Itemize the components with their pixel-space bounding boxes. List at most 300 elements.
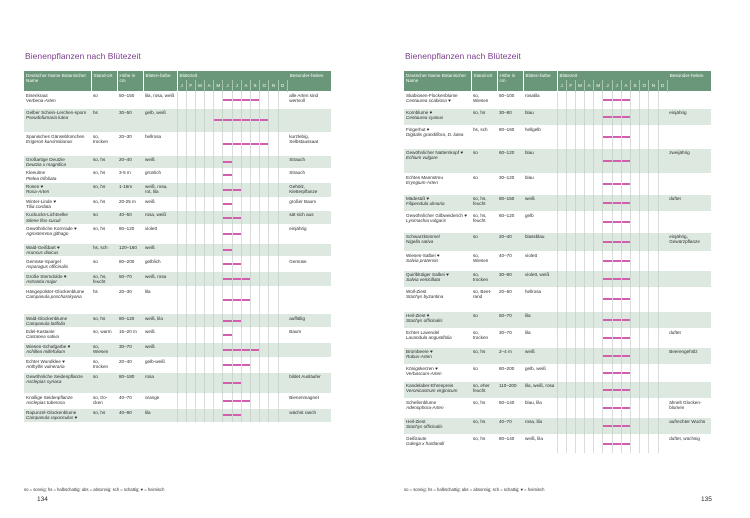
header-bloom: Blütezeit: [177, 71, 287, 80]
month-cell: [186, 224, 195, 243]
height-cell: 50–150: [117, 91, 143, 108]
bloom-bar: [233, 233, 241, 235]
month-cell: [631, 148, 640, 173]
month-cell: [195, 327, 204, 342]
month-cell: [205, 108, 214, 132]
height-cell: 30–70: [117, 342, 143, 357]
month-cell: [566, 417, 575, 434]
height-cell: 80–180: [117, 372, 143, 393]
month-cell: [585, 270, 594, 287]
month-cell: [649, 125, 658, 148]
month-cell: [205, 408, 214, 421]
bloom-bar: [223, 364, 231, 366]
special-cell: [667, 91, 711, 108]
month-cell: [195, 287, 204, 314]
plant-botanical-name: Stachys officinalis: [406, 317, 443, 323]
month-cell: [640, 381, 649, 398]
color-cell: violett: [143, 224, 177, 243]
month-label: J: [603, 80, 612, 91]
month-cell: [612, 270, 621, 287]
month-cell: [612, 328, 621, 347]
table-row: [24, 211, 331, 225]
month-label: M: [214, 80, 223, 91]
month-cell: [658, 311, 667, 328]
month-cell: [195, 169, 204, 183]
month-cell: [575, 211, 584, 232]
month-cell: [214, 314, 223, 328]
site-cell: so, hs: [91, 182, 117, 197]
month-cell: [195, 372, 204, 393]
month-cell: [177, 257, 186, 272]
month-cell: [621, 211, 630, 232]
plant-name: Echter Wundklee ♥: [26, 359, 65, 365]
month-cell: [186, 272, 195, 287]
month-cell: [658, 364, 667, 381]
month-cell: [575, 434, 584, 453]
special-cell: Strauch: [287, 169, 331, 183]
month-cell: [195, 91, 204, 108]
month-cell: [241, 257, 250, 272]
table-row: [404, 398, 711, 417]
month-label: A: [241, 80, 250, 91]
month-cell: [658, 417, 667, 434]
bloom-bar: [622, 202, 630, 204]
bloom-bar: [242, 364, 250, 366]
bloom-bar: [603, 221, 611, 223]
month-cell: [223, 408, 232, 421]
bloom-bar: [223, 414, 231, 416]
month-cell: [251, 287, 260, 314]
month-cell: [260, 357, 269, 372]
month-label: J: [223, 80, 232, 91]
month-cell: [594, 211, 603, 232]
month-cell: [241, 155, 250, 169]
month-cell: [566, 108, 575, 125]
color-cell: rosa, weiß: [143, 211, 177, 225]
site-cell: hs: [91, 287, 117, 314]
month-cell: [177, 108, 186, 132]
bloom-bar: [622, 372, 630, 374]
month-cell: [205, 257, 214, 272]
special-cell: [287, 108, 331, 132]
month-cell: [214, 408, 223, 421]
bloom-bar: [622, 407, 630, 409]
month-cell: [557, 270, 566, 287]
table-row: [24, 224, 331, 243]
bloom-bar: [603, 407, 611, 409]
bloom-bar: [223, 263, 231, 265]
month-cell: [612, 417, 621, 434]
color-cell: gelb-weiß: [143, 357, 177, 372]
month-label: M: [195, 80, 204, 91]
month-cell: [631, 381, 640, 398]
month-label: O: [260, 80, 269, 91]
height-cell: 60–120: [497, 211, 523, 232]
plant-name: Kornblume ♥: [406, 109, 433, 115]
month-cell: [575, 125, 584, 148]
table-row: [404, 328, 711, 347]
bloom-bar: [603, 443, 611, 445]
bloom-bar: [622, 136, 630, 138]
month-cell: [594, 398, 603, 417]
month-cell: [621, 398, 630, 417]
header-name: Deutscher Name Botanischer Name: [24, 71, 91, 91]
month-cell: [269, 211, 278, 225]
month-cell: [177, 155, 186, 169]
month-cell: [241, 314, 250, 328]
month-cell: [631, 232, 640, 251]
month-cell: [177, 357, 186, 372]
bloom-bar: [613, 319, 621, 321]
plant-name-cell: [24, 393, 91, 408]
month-cell: [241, 224, 250, 243]
month-cell: [594, 91, 603, 108]
plant-name-cell: [24, 91, 91, 108]
month-cell: [177, 243, 186, 257]
month-cell: [566, 125, 575, 148]
month-cell: [241, 197, 250, 211]
special-cell: sät sich aus: [287, 211, 331, 225]
site-cell: so, hs: [91, 155, 117, 169]
special-cell: [667, 211, 711, 232]
plant-name-cell: [404, 148, 471, 173]
month-cell: [658, 194, 667, 211]
plant-name-cell: [404, 194, 471, 211]
plant-botanical-name: Agrostemma githago: [26, 231, 69, 237]
bloom-bar: [223, 249, 231, 251]
month-cell: [585, 417, 594, 434]
month-cell: [640, 211, 649, 232]
height-cell: 20–30: [117, 132, 143, 155]
page-title: Bienenpflanzen nach Blütezeit: [25, 51, 141, 61]
month-cell: [223, 314, 232, 328]
bloom-bar: [603, 425, 611, 427]
plant-botanical-name: Centaurea cyanus: [406, 114, 444, 120]
month-cell: [223, 182, 232, 197]
month-cell: [640, 173, 649, 194]
month-cell: [621, 364, 630, 381]
bloom-bar: [233, 189, 241, 191]
height-cell: 60–120: [497, 148, 523, 173]
month-cell: [269, 393, 278, 408]
month-cell: [177, 169, 186, 183]
month-cell: [594, 148, 603, 173]
special-cell: auffällig: [287, 314, 331, 328]
month-cell: [186, 327, 195, 342]
month-cell: [603, 108, 612, 125]
month-cell: [241, 132, 250, 155]
site-cell: so: [471, 311, 497, 328]
month-cell: [232, 155, 241, 169]
table-row: [404, 148, 711, 173]
plant-name: Spanisches Gänseblümchen: [26, 133, 85, 139]
month-cell: [205, 243, 214, 257]
month-cell: [195, 155, 204, 169]
bloom-bar: [223, 203, 231, 205]
month-cell: [241, 342, 250, 357]
color-cell: hellgelb: [523, 125, 557, 148]
month-cell: [251, 357, 260, 372]
month-cell: [585, 194, 594, 211]
bloom-bar: [223, 400, 231, 402]
month-cell: [260, 243, 269, 257]
month-cell: [640, 311, 649, 328]
bloom-bar: [613, 425, 621, 427]
month-cell: [186, 169, 195, 183]
month-cell: [603, 328, 612, 347]
month-cell: [278, 224, 287, 243]
bloom-bar: [603, 241, 611, 243]
month-cell: [575, 347, 584, 364]
month-cell: [594, 108, 603, 125]
month-cell: [186, 132, 195, 155]
header-color: Blüten-farbe: [143, 71, 177, 91]
month-cell: [223, 243, 232, 257]
month-cell: [557, 173, 566, 194]
month-cell: [223, 169, 232, 183]
plant-name-cell: [404, 173, 471, 194]
plant-botanical-name: Lysimachia vulgaris: [406, 217, 447, 223]
color-cell: lila, weiß, rosa: [523, 381, 557, 398]
month-cell: [612, 434, 621, 453]
month-cell: [566, 434, 575, 453]
month-cell: [649, 148, 658, 173]
plant-name: Quirlblütiger Salbei ♥: [406, 271, 449, 277]
table-header: [404, 71, 711, 80]
month-cell: [649, 311, 658, 328]
month-cell: [232, 272, 241, 287]
site-cell: so: [91, 372, 117, 393]
month-cell: [612, 148, 621, 173]
bloom-bar: [233, 263, 241, 265]
month-cell: [649, 398, 658, 417]
table-row: [24, 372, 331, 393]
month-cell: [585, 347, 594, 364]
plant-name-cell: [404, 381, 471, 398]
month-cell: [621, 232, 630, 251]
bloom-bar: [603, 136, 611, 138]
plant-name: Echtes Mannstreu: [406, 174, 444, 180]
bloom-bar: [242, 143, 250, 145]
bloom-bar: [251, 99, 259, 101]
site-cell: hs, sch: [91, 243, 117, 257]
month-cell: [251, 327, 260, 342]
plant-name: Fingerhut ♥: [406, 126, 430, 132]
month-cell: [658, 173, 667, 194]
month-cell: [603, 270, 612, 287]
month-cell: [640, 232, 649, 251]
month-label: F: [186, 80, 195, 91]
month-cell: [269, 224, 278, 243]
month-cell: [649, 364, 658, 381]
month-cell: [205, 327, 214, 342]
month-cell: [195, 211, 204, 225]
plant-botanical-name: Adenophora-Arten: [406, 404, 444, 410]
special-cell: [287, 272, 331, 287]
month-cell: [612, 347, 621, 364]
month-cell: [658, 434, 667, 453]
month-cell: [195, 272, 204, 287]
month-cell: [566, 232, 575, 251]
month-cell: [658, 91, 667, 108]
month-cell: [649, 232, 658, 251]
month-cell: [177, 182, 186, 197]
month-cell: [612, 173, 621, 194]
special-cell: zweijährig: [667, 148, 711, 173]
month-cell: [232, 257, 241, 272]
month-cell: [594, 311, 603, 328]
table-row: [404, 91, 711, 108]
month-cell: [241, 91, 250, 108]
bloom-bar: [242, 278, 250, 280]
month-cell: [585, 125, 594, 148]
color-cell: hellrosa: [523, 287, 557, 311]
month-label: N: [649, 80, 658, 91]
color-cell: weiß: [143, 197, 177, 211]
month-cell: [177, 211, 186, 225]
table-row: [404, 125, 711, 148]
bloom-bar: [223, 299, 231, 301]
month-cell: [260, 197, 269, 211]
month-cell: [640, 328, 649, 347]
site-cell: so, hs: [471, 434, 497, 453]
month-cell: [195, 257, 204, 272]
bloom-bar: [622, 298, 630, 300]
color-cell: gelb, weiß: [523, 364, 557, 381]
month-cell: [195, 393, 204, 408]
site-cell: so, tro-cken: [91, 393, 117, 408]
height-cell: 20–40: [117, 155, 143, 169]
bloom-bar: [223, 334, 231, 336]
bloom-bar: [622, 319, 630, 321]
table-row: [404, 434, 711, 453]
month-cell: [649, 211, 658, 232]
month-cell: [631, 194, 640, 211]
month-cell: [260, 372, 269, 393]
month-cell: [658, 108, 667, 125]
plant-name: Wiesen-Salbei ♥: [406, 252, 440, 258]
month-cell: [603, 148, 612, 173]
month-cell: [566, 91, 575, 108]
month-cell: [575, 148, 584, 173]
month-cell: [186, 155, 195, 169]
plant-table: [24, 71, 331, 422]
month-cell: [640, 398, 649, 417]
month-cell: [278, 211, 287, 225]
month-cell: [260, 314, 269, 328]
month-cell: [278, 169, 287, 183]
table-row: [24, 108, 331, 132]
plant-botanical-name: Veronicastrum virginicum: [406, 387, 458, 393]
month-cell: [566, 381, 575, 398]
month-cell: [177, 342, 186, 357]
month-cell: [594, 270, 603, 287]
bloom-bar: [223, 99, 231, 101]
height-cell: 20–40: [117, 357, 143, 372]
color-cell: grünlich: [143, 169, 177, 183]
height-cell: 50–70: [497, 311, 523, 328]
month-cell: [260, 132, 269, 155]
month-cell: [195, 182, 204, 197]
month-cell: [612, 232, 621, 251]
plant-name: Rapunzel-Glockenblume: [26, 410, 77, 416]
month-cell: [575, 364, 584, 381]
month-cell: [575, 270, 584, 287]
bloom-bar: [233, 400, 241, 402]
site-cell: so, trocken: [471, 328, 497, 347]
month-label: A: [585, 80, 594, 91]
month-cell: [278, 197, 287, 211]
month-cell: [269, 108, 278, 132]
color-cell: weiß: [143, 243, 177, 257]
month-cell: [223, 342, 232, 357]
bloom-bar: [223, 189, 231, 191]
month-cell: [186, 108, 195, 132]
color-cell: weiß: [523, 194, 557, 211]
month-label: O: [640, 80, 649, 91]
month-cell: [557, 211, 566, 232]
month-cell: [251, 372, 260, 393]
table-row: [24, 272, 331, 287]
table-row: [24, 257, 331, 272]
month-cell: [232, 342, 241, 357]
month-cell: [585, 251, 594, 270]
month-cell: [260, 408, 269, 421]
month-cell: [612, 311, 621, 328]
site-cell: so, hs, feucht: [91, 272, 117, 287]
plant-name: Brombeere ♥: [406, 348, 433, 354]
plant-name: Gelber Schein-Lerchen-sporn: [26, 109, 87, 115]
plant-botanical-name: Echium vulgare: [406, 154, 438, 160]
month-cell: [640, 148, 649, 173]
month-cell: [658, 398, 667, 417]
month-cell: [575, 194, 584, 211]
plant-botanical-name: Aruncus dioicus: [26, 250, 59, 256]
month-cell: [566, 287, 575, 311]
plant-botanical-name: Verbena-Arten: [26, 97, 56, 103]
table-row: [404, 173, 711, 194]
plant-botanical-name: Galega x hartlandii: [406, 440, 445, 446]
month-cell: [260, 287, 269, 314]
month-cell: [566, 211, 575, 232]
header-color: Blüten-farbe: [523, 71, 557, 91]
month-cell: [232, 314, 241, 328]
month-cell: [594, 287, 603, 311]
month-cell: [658, 328, 667, 347]
special-cell: Gemüse: [287, 257, 331, 272]
color-cell: blau: [523, 148, 557, 173]
table-row: [24, 327, 331, 342]
bloom-bar: [622, 221, 630, 223]
month-cell: [251, 91, 260, 108]
bloom-bar: [603, 183, 611, 185]
month-cell: [640, 251, 649, 270]
month-cell: [251, 182, 260, 197]
bloom-bar: [251, 349, 259, 351]
plant-botanical-name: Campanula poscharskyana: [26, 293, 82, 299]
month-cell: [260, 257, 269, 272]
height-cell: 20-25 m: [117, 197, 143, 211]
month-cell: [205, 224, 214, 243]
month-cell: [260, 91, 269, 108]
table-row: [24, 393, 331, 408]
month-cell: [278, 287, 287, 314]
site-cell: so, Wiesen: [471, 251, 497, 270]
special-cell: alle Arten sind wertvoll: [287, 91, 331, 108]
bloom-bar: [603, 202, 611, 204]
month-cell: [612, 125, 621, 148]
month-cell: [232, 132, 241, 155]
